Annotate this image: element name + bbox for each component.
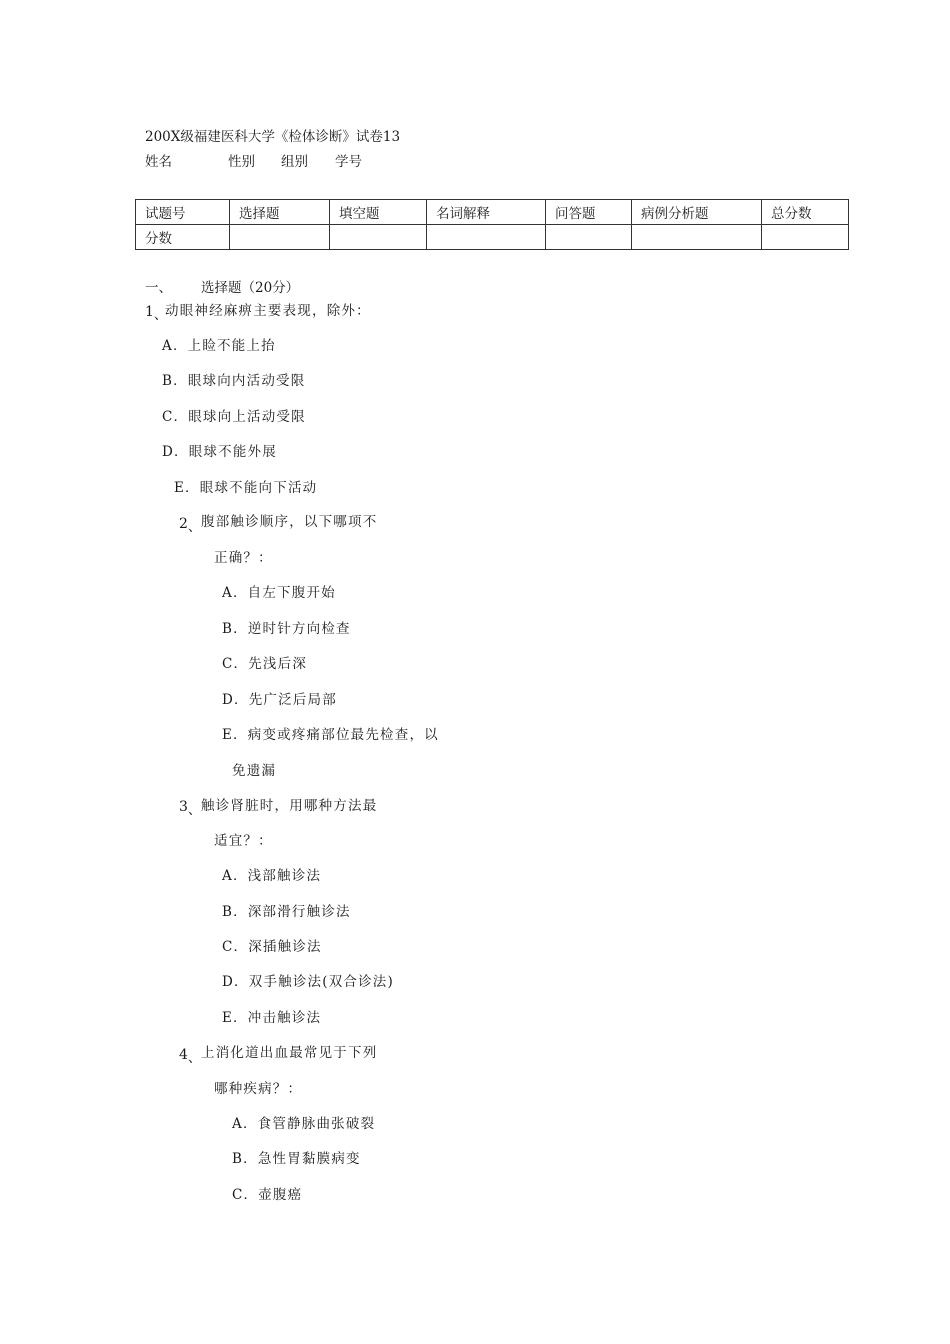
question-option: A．浅部触诊法 [222,868,322,884]
question-option: D．双手触诊法(双合诊法) [222,974,394,990]
info-gender-label: 性别 [228,154,255,170]
table-header-cell: 问答题 [546,200,632,225]
question-number: 4、 [179,1047,202,1066]
question-option: A．食管静脉曲张破裂 [232,1116,376,1132]
table-header-cell: 名词解释 [427,200,546,225]
section-number: 一、 [145,280,172,296]
question-option: E．病变或疼痛部位最先检查，以 [222,727,439,743]
question-number: 2、 [179,516,202,535]
question-option: B．深部滑行触诊法 [222,904,351,920]
question-stem-continued: 哪种疾病？： [214,1081,303,1097]
score-cell [546,225,632,250]
table-header-cell: 总分数 [762,200,849,225]
score-cell [427,225,546,250]
question-option: C．壶腹癌 [232,1187,303,1203]
score-cell [330,225,427,250]
table-header-cell: 试题号 [136,200,230,225]
question-stem: 腹部触诊顺序，以下哪项不 [201,514,378,530]
question-option: B．急性胃黏膜病变 [232,1151,361,1167]
score-table-score-row [136,225,849,250]
question-option: B．逆时针方向检查 [222,621,351,637]
question-option: C．先浅后深 [222,656,308,672]
question-number: 3、 [179,799,202,818]
table-header-cell: 选择题 [230,200,330,225]
score-cell [632,225,762,250]
question-number: 1、 [145,304,168,323]
question-option: E．冲击触诊法 [222,1010,322,1026]
section-title: 选择题（20分） [201,280,300,296]
question-option: D．先广泛后局部 [222,692,337,708]
question-stem: 上消化道出血最常见于下列 [201,1045,378,1061]
score-row-label: 分数 [136,225,230,250]
question-option: E．眼球不能向下活动 [174,480,318,496]
question-option: C．深插触诊法 [222,939,322,955]
info-name-label: 姓名 [145,154,172,170]
question-option-continued: 免遗漏 [232,763,277,779]
question-stem-continued: 正确？： [214,550,273,566]
score-table [135,199,849,250]
table-header-cell: 病例分析题 [632,200,762,225]
question-option: A．自左下腹开始 [222,585,336,601]
question-option: C．眼球向上活动受限 [162,409,306,425]
question-option: D．眼球不能外展 [162,444,277,460]
table-header-cell: 填空题 [330,200,427,225]
question-option: A．上睑不能上抬 [162,338,276,354]
score-table-header-row [136,200,849,225]
question-option: B．眼球向内活动受限 [162,373,306,389]
score-cell [762,225,849,250]
page-title: 200X级福建医科大学《检体诊断》试卷13 [145,129,401,145]
question-stem: 触诊肾脏时，用哪种方法最 [201,798,378,814]
score-cell [230,225,330,250]
info-student-id-label: 学号 [335,154,362,170]
question-stem-continued: 适宜？： [214,833,273,849]
question-stem: 动眼神经麻痹主要表现，除外： [165,303,371,319]
info-group-label: 组别 [281,154,308,170]
